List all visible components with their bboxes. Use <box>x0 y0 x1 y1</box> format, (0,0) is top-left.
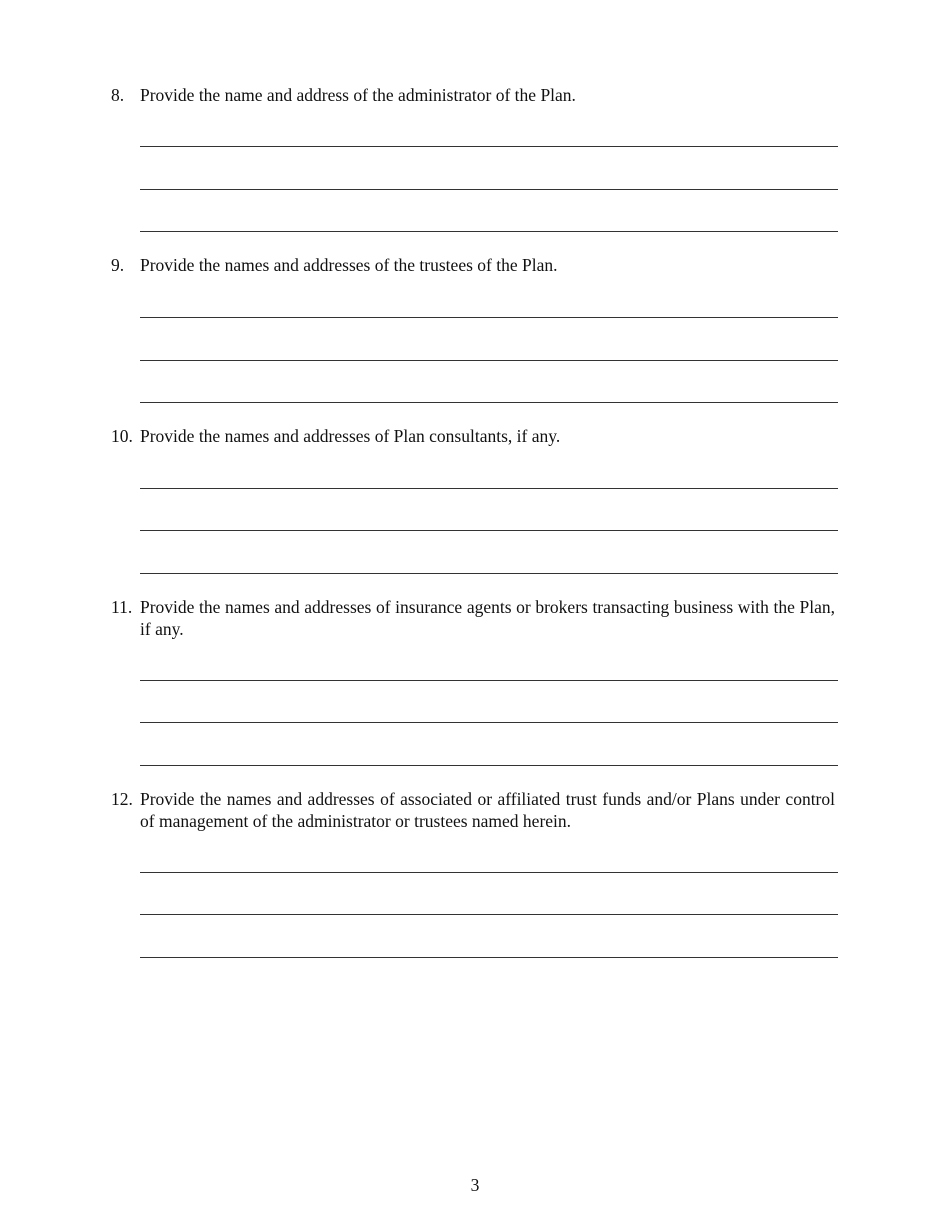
question-text: Provide the names and addresses of associated or affiliated trust funds and/or Plans under control of management of the administrator or trustees named herein. <box>140 789 835 831</box>
question-text: Provide the names and addresses of insurance agents or brokers transacting business with the Plan, if any. <box>140 597 835 639</box>
answer-line[interactable] <box>140 317 838 318</box>
question-10 <box>111 425 835 447</box>
answer-line[interactable] <box>140 402 838 403</box>
answer-line[interactable] <box>140 680 838 681</box>
question-number: 12. <box>111 789 133 809</box>
page-number: 3 <box>470 1175 480 1195</box>
question-12 <box>111 788 835 832</box>
question-number: 10. <box>111 426 133 446</box>
question-11 <box>111 596 835 640</box>
answer-line[interactable] <box>140 765 838 766</box>
answer-line[interactable] <box>140 189 838 190</box>
answer-line[interactable] <box>140 146 838 147</box>
question-9 <box>111 254 835 276</box>
question-number: 9. <box>111 255 125 275</box>
question-number: 8. <box>111 85 125 105</box>
answer-line[interactable] <box>140 231 838 232</box>
answer-line[interactable] <box>140 530 838 531</box>
answer-line[interactable] <box>140 914 838 915</box>
answer-line[interactable] <box>140 722 838 723</box>
question-number: 11. <box>111 597 133 617</box>
answer-line[interactable] <box>140 360 838 361</box>
question-text: Provide the names and addresses of the trustees of the Plan. <box>140 255 558 275</box>
answer-line[interactable] <box>140 872 838 873</box>
answer-line[interactable] <box>140 957 838 958</box>
question-8 <box>111 84 835 106</box>
answer-line[interactable] <box>140 488 838 489</box>
answer-line[interactable] <box>140 573 838 574</box>
question-text: Provide the name and address of the administrator of the Plan. <box>140 85 576 105</box>
question-text: Provide the names and addresses of Plan consultants, if any. <box>140 426 561 446</box>
